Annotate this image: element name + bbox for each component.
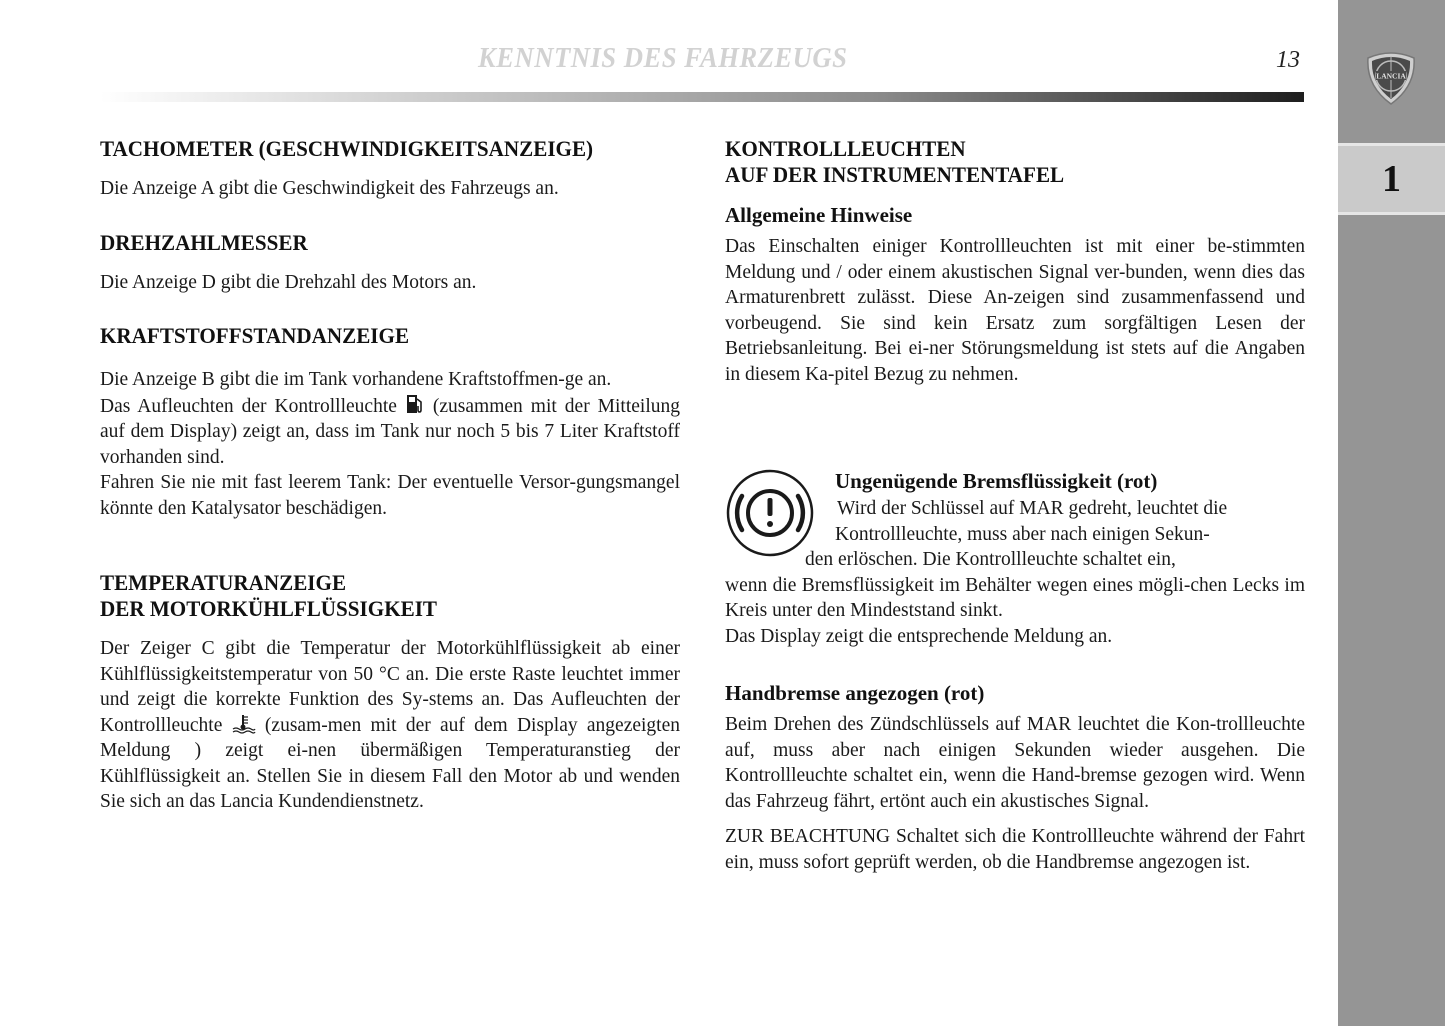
svg-text:LANCIA: LANCIA <box>1376 71 1406 81</box>
chapter-tab-1[interactable]: 1 <box>1338 143 1445 215</box>
running-header-title: KENNTNIS DES FAHRZEUGS <box>478 42 848 74</box>
text-fragment: Der Zeiger C gibt die Temperatur der Motorkühlflüssigkeit ab einer Kühlflüssigkeitstemperatur von 50 °C an. Die erste Raste leuchtet immer und zeigt die korrekte Funktion des Sy-stems an. Das Aufleuchten der Kontrollleuchte <box>100 638 680 736</box>
text-line: Wird der Schlüssel auf MAR gedreht, leuchtet die <box>837 498 1228 519</box>
header-gradient-rule <box>100 92 1304 102</box>
fuel-pump-icon <box>405 393 425 415</box>
subsection-heading: Ungenügende Bremsflüssigkeit (rot) <box>835 469 1158 493</box>
text-fragment: (zusam-men mit der auf dem Display angezeigten Meldung ) zeigt ei-nen übermäßigen Temperaturanstieg der Kühlflüssigkeit an. Stellen Sie in diesem Fall den Motor ab und wenden Sie sich an das Lancia Kundendienstnetz. <box>100 714 681 812</box>
section-heading: TACHOMETER (GESCHWINDIGKEITSANZEIGE) <box>100 136 594 161</box>
section-text: Das Display zeigt die entsprechende Meldung an. <box>725 625 1113 647</box>
section-text: Die Anzeige D gibt die Drehzahl des Motors an. <box>100 272 477 293</box>
section-handbrake <box>725 680 1305 875</box>
section-heading: DREHZAHLMESSER <box>100 230 308 255</box>
section-warning-lights <box>725 136 1305 387</box>
section-heading: KRAFTSTOFFSTANDANZEIGE <box>100 323 410 348</box>
text-line: den erlöschen. Die Kontrollleuchte schaltet ein, <box>805 549 1176 570</box>
section-text: Beim Drehen des Zündschlüssels auf MAR leuchtet die Kon-trollleuchte auf, muss aber nach einigen Sekunden wieder ausgehen. Die Kontrollleuchte schaltet ein, wenn die Hand-bremse gezogen wird. Wenn das Fahrzeug fährt, ertönt auch ein akustisches Signal. <box>725 714 1305 812</box>
section-fuel-gauge <box>100 323 680 521</box>
logo-area <box>1338 0 1445 138</box>
text-fragment: (zusammen mit der Mitteilung auf dem Display) zeigt an, dass im Tank nur noch 5 bis 7 Liter Kraftstoff vorhanden sind. <box>100 395 681 468</box>
section-text: Die Anzeige B gibt die im Tank vorhandene Kraftstoffmen-ge an. <box>100 369 612 390</box>
section-heading-line1: TEMPERATURANZEIGE <box>100 570 347 595</box>
page-number: 13 <box>1276 47 1300 73</box>
text-line: Kontrollleuchte, muss aber nach einigen Sekun- <box>835 523 1210 545</box>
section-rev-counter <box>100 230 680 296</box>
section-tachometer <box>100 136 680 202</box>
subsection-heading: Allgemeine Hinweise <box>725 203 913 227</box>
lancia-logo-icon <box>1364 50 1418 106</box>
section-text: Die Anzeige A gibt die Geschwindigkeit des Fahrzeugs an. <box>100 178 559 199</box>
section-text: Das Einschalten einiger Kontrollleuchten ist mit einer be-stimmten Meldung und / oder einem akustischen Signal ver-bunden, wenn dies das Armaturenbrett zulässt. Diese An-zeigen sind zusammenfassend und vorbeugend. Sie sind kein Ersatz zum sorgfältigen Lesen der Betriebsanleitung. Bei ei-ner Störungsmeldung ist stets auf die Angaben in diesem Ka-pitel Bezug zu nehmen. <box>725 236 1305 385</box>
note-text: ZUR BEACHTUNG Schaltet sich die Kontrollleuchte während der Fahrt ein, muss sofort geprüft werden, ob die Handbremse angezogen ist. <box>725 826 1305 873</box>
subsection-heading: Handbremse angezogen (rot) <box>725 681 985 705</box>
section-text: Fahren Sie nie mit fast leerem Tank: Der eventuelle Versor-gungsmangel könnte den Katalysator beschädigen. <box>100 472 680 519</box>
text-fragment: Das Aufleuchten der Kontrollleuchte <box>100 395 397 417</box>
section-text <box>100 393 680 471</box>
chapter-sidebar <box>1338 0 1445 1026</box>
coolant-temperature-icon <box>232 714 256 734</box>
section-brake-fluid <box>725 468 1305 649</box>
section-heading-line1: KONTROLLLEUCHTEN <box>725 136 966 161</box>
section-heading-line2: AUF DER INSTRUMENTENTAFEL <box>725 162 1065 187</box>
section-text: wenn die Bremsflüssigkeit im Behälter wegen eines mögli-chen Lecks im Kreis unter den Mindeststand sinkt. <box>725 574 1305 621</box>
section-coolant-temperature <box>100 570 680 815</box>
section-text <box>100 636 680 815</box>
section-heading-line2: DER MOTORKÜHLFLÜSSIGKEIT <box>100 596 438 621</box>
